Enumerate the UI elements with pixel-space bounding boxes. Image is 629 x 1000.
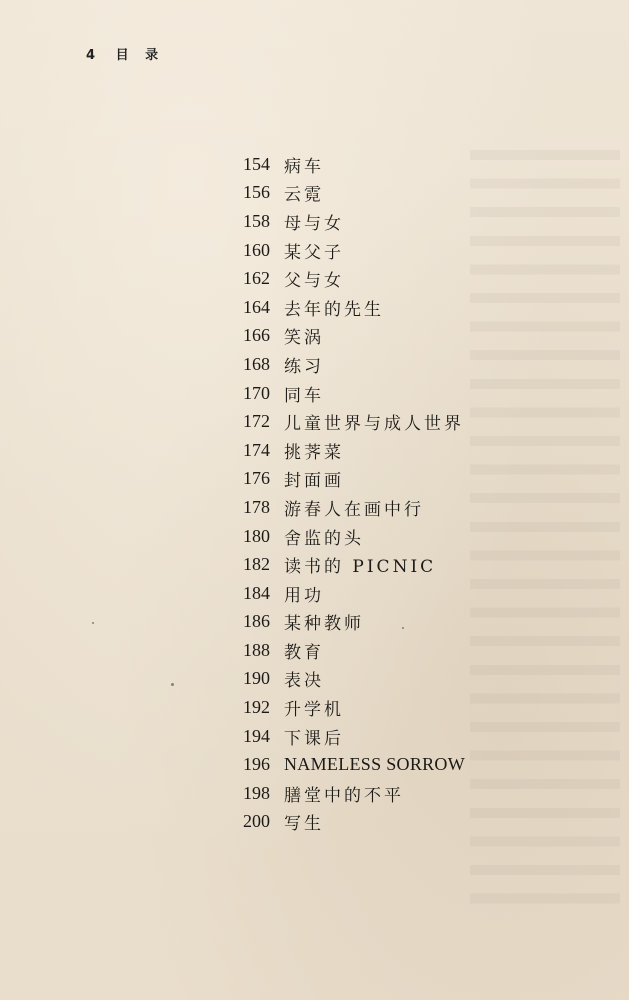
toc-entry-title: 膳堂中的不平 [284,785,404,806]
running-header [86,44,168,63]
toc-entry [228,750,465,779]
toc-entry [228,293,465,322]
toc-entry-page-number: 198 [243,782,270,803]
toc-entry [228,264,465,293]
toc-entry-page-number: 166 [243,325,270,346]
toc-entry-page-number: 154 [243,153,270,174]
toc-entry [228,207,465,236]
toc-entry-title: 父与女 [284,271,344,292]
toc-entry-title: 用功 [284,585,324,606]
toc-entry-title: 某父子 [284,242,344,263]
toc-entry-title: 封面画 [284,471,344,492]
toc-entry-page-number: 196 [243,754,270,775]
toc-entry-page-number: 164 [243,296,270,317]
toc-entry [228,379,465,408]
header-page-number: 4 [86,48,102,63]
toc-entry [228,322,465,351]
toc-entry-page-number: 156 [243,182,270,203]
paper-speck [171,683,174,686]
toc-entry [228,665,465,694]
toc-entry [228,407,465,436]
toc-entry-title: 某种教师 [284,614,364,635]
toc-entry-page-number: 158 [243,210,270,231]
toc-entry-title: 病车 [284,156,324,177]
toc-entry [228,350,465,379]
toc-entry-page-number: 186 [243,611,270,632]
toc-entry-page-number: 174 [243,439,270,460]
toc-entry [228,808,465,837]
toc-entry-page-number: 176 [243,468,270,489]
toc-entry-page-number: 160 [243,239,270,260]
toc-entry [228,608,465,637]
toc-entry-title: NAMELESS SORROW [284,754,466,775]
toc-entry-page-number: 192 [243,697,270,718]
toc-entry-title: 母与女 [284,213,344,234]
toc-entry [228,436,465,465]
toc-entry [228,179,465,208]
toc-entry-title: 教育 [284,642,324,663]
toc-entry-page-number: 188 [243,639,270,660]
toc-entry-title: 表决 [284,671,324,692]
toc-entry [228,465,465,494]
toc-entry [228,150,465,179]
toc-entry-page-number: 170 [243,382,270,403]
table-of-contents [228,150,465,836]
toc-entry [228,693,465,722]
toc-entry-page-number: 178 [243,496,270,517]
paper-speck [92,622,94,624]
header-section-title: 目 录 [115,48,165,63]
toc-entry-page-number: 184 [243,582,270,603]
toc-entry-page-number: 182 [243,554,270,575]
toc-entry-page-number: 180 [243,525,270,546]
toc-entry [228,522,465,551]
toc-entry [228,493,465,522]
toc-entry-page-number: 194 [243,725,270,746]
toc-entry-title: 写生 [284,814,324,835]
toc-entry-page-number: 168 [243,353,270,374]
toc-entry [228,579,465,608]
toc-entry-title: 云霓 [284,185,324,206]
toc-entry-title: 笑涡 [284,328,324,349]
toc-entry [228,779,465,808]
toc-entry-title: 下课后 [284,728,344,749]
toc-entry-page-number: 200 [243,811,270,832]
reverse-side-bleed-through [470,150,620,910]
toc-entry-page-number: 172 [243,411,270,432]
toc-entry-title: 挑荠菜 [284,442,344,463]
toc-entry-title: 游春人在画中行 [284,499,424,520]
toc-entry [228,722,465,751]
toc-entry-title: 舍监的头 [284,528,364,549]
toc-entry-title: 同车 [284,385,324,406]
toc-entry-title: 儿童世界与成人世界 [284,414,464,435]
toc-entry [228,550,465,579]
toc-entry-title: 练习 [284,356,324,377]
toc-entry [228,236,465,265]
paper-speck [402,627,404,629]
toc-entry-page-number: 190 [243,668,270,689]
toc-entry-page-number: 162 [243,268,270,289]
toc-entry-title: 升学机 [284,700,344,721]
toc-entry-title: 去年的先生 [284,299,384,320]
toc-entry [228,636,465,665]
toc-entry-title: 读书的 PICNIC [284,557,437,578]
